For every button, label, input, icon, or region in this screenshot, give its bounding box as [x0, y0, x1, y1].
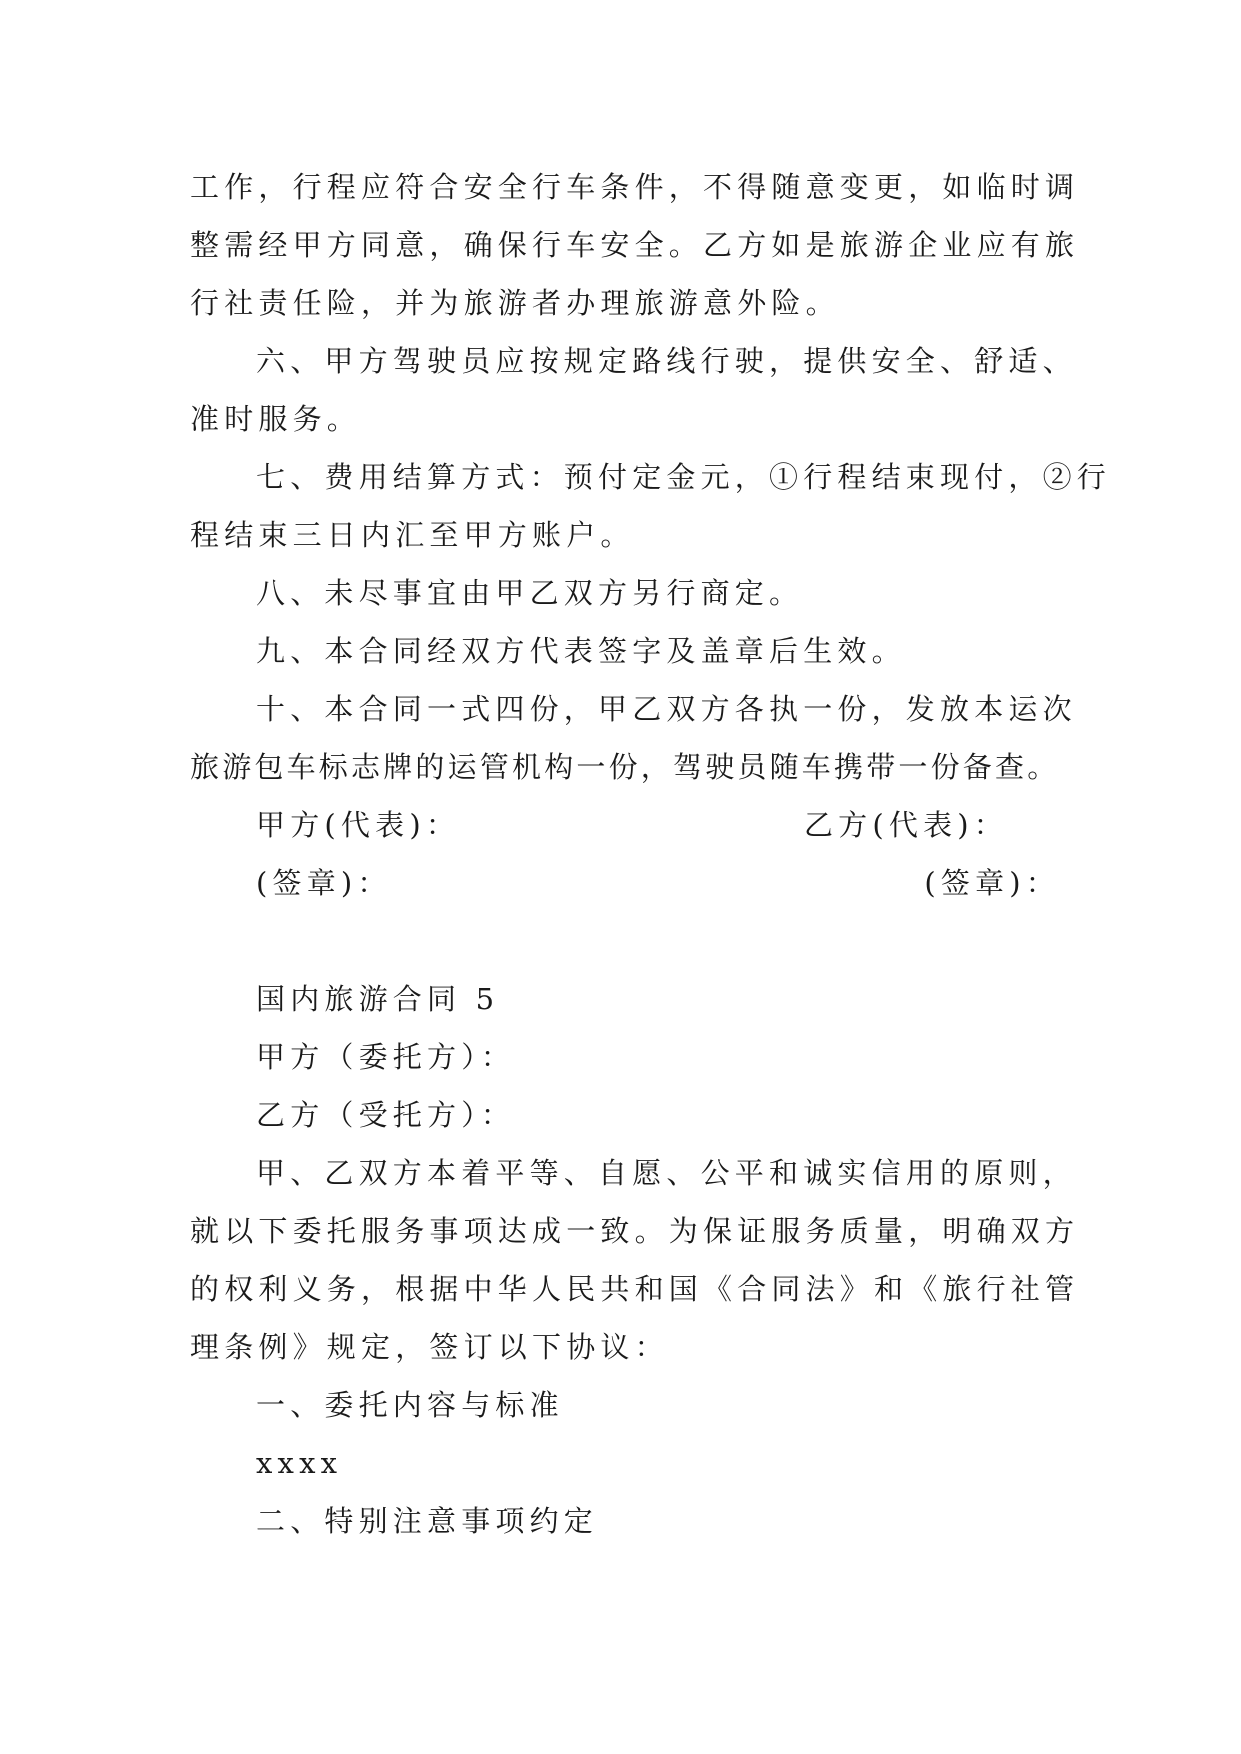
clause-ten: 十、本合同一式四份，甲乙双方各执一份，发放本运次: [256, 692, 1077, 726]
clause-six: 六、甲方驾驶员应按规定路线行驶，提供安全、舒适、: [256, 344, 1077, 378]
party-b-representative-label: 乙方(代表)：: [803, 808, 1008, 842]
preamble-line: 的权利义务，根据中华人民共和国《合同法》和《旅行社管: [190, 1272, 1080, 1306]
section-one-heading: 一、委托内容与标准: [256, 1388, 564, 1422]
contract-title: 国内旅游合同 5: [256, 982, 500, 1016]
text-line: 旅游包车标志牌的运管机构一份，驾驶员随车携带一份备查。: [190, 750, 1060, 784]
text-line: 程结束三日内汇至甲方账户。: [190, 518, 635, 552]
placeholder-text: xxxx: [256, 1446, 343, 1480]
party-a-label: 甲方（委托方）：: [256, 1040, 516, 1074]
signature-row-representative: [190, 796, 1060, 854]
section-gap: [190, 912, 1060, 970]
preamble-line: 就以下委托服务事项达成一致。为保证服务质量，明确双方: [190, 1214, 1080, 1248]
clause-eight: 八、未尽事宜由甲乙双方另行商定。: [256, 576, 804, 610]
preamble-line: 理条例》规定，签订以下协议：: [190, 1330, 669, 1364]
document-page: [190, 158, 1112, 1550]
party-b-label: 乙方（受托方）：: [256, 1098, 516, 1132]
party-b-seal-label: (签章)：: [924, 866, 1060, 900]
section-two-heading: 二、特别注意事项约定: [256, 1504, 599, 1538]
text-line: 行社责任险，并为旅游者办理旅游意外险。: [190, 286, 840, 320]
clause-seven: 七、费用结算方式：预付定金元，①行程结束现付，②行: [256, 460, 1112, 494]
preamble-line: 甲、乙双方本着平等、自愿、公平和诚实信用的原则，: [256, 1156, 1077, 1190]
text-line: 工作，行程应符合安全行车条件，不得随意变更，如临时调: [190, 170, 1080, 204]
text-line: 整需经甲方同意，确保行车安全。乙方如是旅游企业应有旅: [190, 228, 1080, 262]
text-line: 准时服务。: [190, 402, 362, 436]
party-a-seal-label: (签章)：: [256, 866, 392, 900]
clause-nine: 九、本合同经双方代表签字及盖章后生效。: [256, 634, 906, 668]
party-a-representative-label: 甲方(代表)：: [256, 808, 461, 842]
signature-row-seal: [190, 854, 1060, 912]
